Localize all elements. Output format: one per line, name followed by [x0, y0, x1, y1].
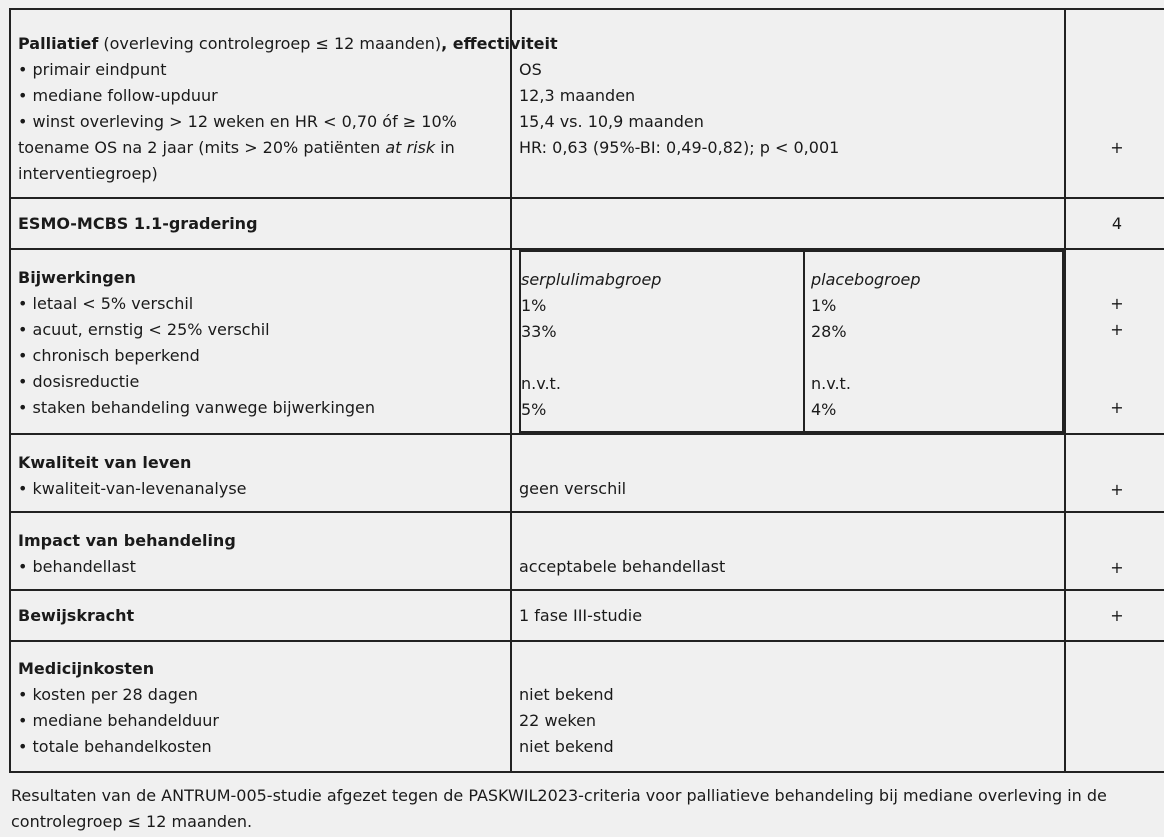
palliatief-heading: Palliatief (overleving controlegroep ≤ 12 maanden), effectiviteit	[18, 34, 558, 53]
bijwerkingen-item-3: • chronisch beperkend	[18, 346, 200, 365]
row-medicijnkosten	[10, 641, 1164, 772]
bijwerkingen-score-3	[1073, 343, 1161, 369]
placebo-value-3	[811, 345, 1055, 371]
bijwerkingen-score-4	[1073, 369, 1161, 395]
kosten-criteria	[10, 641, 511, 772]
kosten-values	[511, 641, 1065, 772]
palliatief-value-1: OS	[519, 60, 542, 79]
palliatief-item-3-continued: toename OS na 2 jaar (mits > 20% patiënten at risk in interventiegroep)	[18, 138, 455, 183]
placebo-column	[804, 251, 1063, 432]
paskwil-table	[9, 8, 1164, 773]
bijwerkingen-score-1: +	[1110, 294, 1124, 313]
palliatief-value-3: 15,4 vs. 10,9 maanden	[519, 112, 704, 131]
impact-criteria	[10, 512, 511, 590]
impact-score: +	[1065, 512, 1164, 590]
placebo-value-1: 1%	[811, 296, 837, 315]
esmo-label: ESMO-MCBS 1.1-gradering	[10, 198, 511, 249]
serplulimab-value-2: 33%	[521, 322, 557, 341]
kwaliteit-heading: Kwaliteit van leven	[18, 453, 192, 472]
placebo-value-5: 4%	[811, 400, 837, 419]
palliatief-value-4: HR: 0,63 (95%-BI: 0,49-0,82); p < 0,001	[519, 138, 840, 157]
kosten-item-3: • totale behandelkosten	[18, 737, 212, 756]
serplulimab-value-4: n.v.t.	[521, 374, 561, 393]
bijwerkingen-criteria	[10, 249, 511, 434]
kwaliteit-value: geen verschil	[511, 434, 1065, 512]
bijwerkingen-score-2: +	[1110, 320, 1124, 339]
placebo-value-4: n.v.t.	[811, 374, 851, 393]
palliatief-item-2: • mediane follow-upduur	[18, 86, 218, 105]
row-bijwerkingen	[10, 249, 1164, 434]
bijwerkingen-subtable	[519, 250, 1064, 433]
palliatief-value-2: 12,3 maanden	[519, 86, 636, 105]
kosten-value-1: niet bekend	[519, 685, 614, 704]
kosten-item-1: • kosten per 28 dagen	[18, 685, 198, 704]
kosten-value-3: niet bekend	[519, 737, 614, 756]
bijwerkingen-item-1: • letaal < 5% verschil	[18, 294, 194, 313]
row-kwaliteit	[10, 434, 1164, 512]
palliatief-item-3: • winst overleving > 12 weken en HR < 0,70 óf ≥ 10%	[18, 112, 457, 131]
bewijskracht-value: 1 fase III-studie	[511, 590, 1065, 641]
serplulimab-header: serplulimabgroep	[521, 270, 662, 289]
esmo-value	[511, 198, 1065, 249]
placebo-header: placebogroep	[811, 270, 921, 289]
kwaliteit-criteria	[10, 434, 511, 512]
bijwerkingen-values	[511, 249, 1065, 434]
row-palliatief	[10, 9, 1164, 198]
row-bewijskracht	[10, 590, 1164, 641]
bijwerkingen-heading: Bijwerkingen	[18, 268, 136, 287]
bijwerkingen-item-4: • dosisreductie	[18, 372, 140, 391]
kosten-value-2: 22 weken	[519, 711, 597, 730]
serplulimab-value-3	[521, 345, 796, 371]
kwaliteit-score: +	[1065, 434, 1164, 512]
palliatief-criteria	[10, 9, 558, 198]
kwaliteit-item: • kwaliteit-van-levenanalyse	[18, 479, 247, 498]
palliatief-item-1: • primair eindpunt	[18, 60, 167, 79]
bewijskracht-label: Bewijskracht	[10, 590, 511, 641]
bijwerkingen-item-2: • acuut, ernstig < 25% verschil	[18, 320, 270, 339]
placebo-value-2: 28%	[811, 322, 847, 341]
esmo-score: 4	[1065, 198, 1164, 249]
bijwerkingen-scores	[1065, 249, 1164, 434]
row-impact	[10, 512, 1164, 590]
serplulimab-value-1: 1%	[521, 296, 547, 315]
bewijskracht-score: +	[1065, 590, 1164, 641]
palliatief-values	[511, 9, 1065, 198]
serplulimab-value-5: 5%	[521, 400, 547, 419]
bijwerkingen-item-5: • staken behandeling vanwege bijwerkingen	[18, 398, 376, 417]
palliatief-score: +	[1065, 9, 1164, 198]
kosten-heading: Medicijnkosten	[18, 659, 155, 678]
table-caption: Resultaten van de ANTRUM-005-studie afgezet tegen de PASKWIL2023-criteria voor palliatieve behandeling bij mediane overleving in de controlegroep ≤ 12 maanden.	[11, 786, 1107, 831]
kosten-score	[1065, 641, 1164, 772]
bijwerkingen-score-5: +	[1110, 398, 1124, 417]
row-esmo	[10, 198, 1164, 249]
impact-heading: Impact van behandeling	[18, 531, 236, 550]
impact-value: acceptabele behandellast	[511, 512, 1065, 590]
serplulimab-column	[520, 251, 804, 432]
kosten-item-2: • mediane behandelduur	[18, 711, 219, 730]
impact-item: • behandellast	[18, 557, 136, 576]
